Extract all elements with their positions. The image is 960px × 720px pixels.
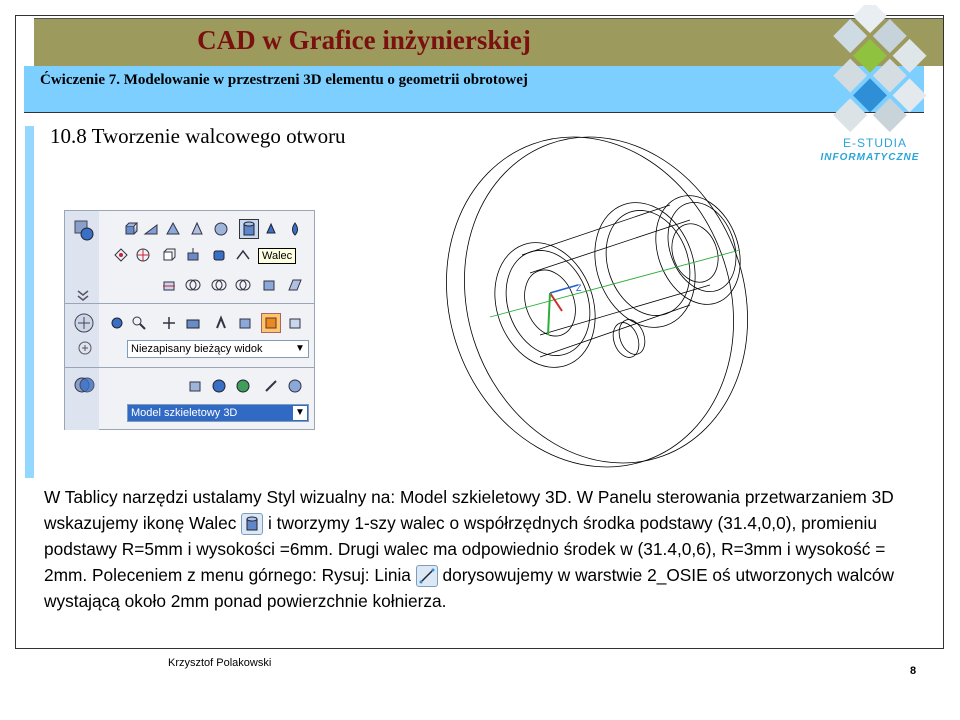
- instruction-part-3: dorysowujemy w warstwie 2_OSIE oś utworzonych walców wystającą około 2mm ponad powierzchnie kołnierza.: [44, 565, 894, 611]
- view-select-value: Niezapisany bieżący widok: [131, 343, 263, 355]
- 3d-make-panel-icon[interactable]: [73, 219, 95, 241]
- polysolid-icon[interactable]: [113, 247, 129, 263]
- flatshot-icon[interactable]: [287, 277, 303, 293]
- logo-text-top: E-STUDIA: [842, 136, 907, 150]
- page-number: 8: [910, 665, 917, 677]
- revolve-icon[interactable]: [135, 247, 151, 263]
- pan-icon[interactable]: [161, 315, 177, 331]
- edge-settings-icon[interactable]: [263, 378, 279, 394]
- instruction-part-2: i tworzymy 1-szy walec o współrzędnych środka podstawy (31.4,0,0), promieniu podstawy R=5mm i wysokości =6mm. Drugi walec ma odpowiednio środek w (31.4,0,6), R=3mm i wysokość = 2mm. Poleceniem z menu górnego: Rysuj: Linia: [44, 513, 886, 585]
- instruction-paragraph: [44, 484, 924, 614]
- view-select[interactable]: [127, 340, 309, 358]
- visual-style-select[interactable]: [127, 404, 309, 422]
- slice-icon[interactable]: [161, 277, 177, 293]
- wireframe-3d-model: [440, 125, 770, 480]
- footer-author: Krzysztof Polakowski: [168, 657, 272, 669]
- chevron-down-icon[interactable]: [75, 287, 91, 303]
- visual-styles-panel-icon[interactable]: [73, 374, 95, 396]
- line-inline-icon: [416, 565, 438, 587]
- realistic-style-icon[interactable]: [211, 378, 227, 394]
- wedge-icon[interactable]: [143, 221, 159, 237]
- box-icon[interactable]: [123, 221, 139, 237]
- orbit-icon[interactable]: [109, 315, 125, 331]
- fly-icon[interactable]: [237, 315, 253, 331]
- style-manager-icon[interactable]: [287, 378, 303, 394]
- union-icon[interactable]: [185, 277, 201, 293]
- section-heading: 10.8 Tworzenie walcowego otworu: [50, 124, 346, 148]
- walk-icon[interactable]: [213, 315, 229, 331]
- presspull-icon[interactable]: [185, 247, 201, 263]
- z-axis-label: Z: [576, 283, 582, 293]
- pyramid-icon[interactable]: [165, 221, 181, 237]
- cylinder-inline-icon: [241, 513, 263, 535]
- visual-style-select-value: Model szkieletowy 3D: [131, 407, 238, 419]
- instruction-part-1: W Tablicy narzędzi ustalamy Styl wizualny na: Model szkieletowy 3D. W Panelu sterowania przetwarzaniem 3D wskazujemy ikonę Walec: [44, 487, 894, 533]
- section-plane-icon[interactable]: [261, 277, 277, 293]
- torus-icon[interactable]: [263, 221, 279, 237]
- wireframe-style-icon[interactable]: [187, 378, 203, 394]
- sphere-icon[interactable]: [213, 221, 229, 237]
- slide-title: CAD w Grafice inżynierskiej: [197, 25, 531, 55]
- loft-icon[interactable]: [235, 247, 251, 263]
- subtract-icon[interactable]: [211, 277, 227, 293]
- camera-icon[interactable]: [185, 315, 201, 331]
- cone-icon[interactable]: [189, 221, 205, 237]
- e-studia-logo-icon: [795, 5, 945, 155]
- panel-separator: [65, 303, 314, 304]
- 3d-control-panel: [64, 210, 315, 430]
- sweep-icon[interactable]: [211, 247, 227, 263]
- conceptual-style-icon[interactable]: [235, 378, 251, 394]
- perspective-icon[interactable]: [261, 313, 281, 333]
- 3d-navigate-panel-icon[interactable]: [73, 312, 95, 334]
- zoom-icon[interactable]: [131, 315, 147, 331]
- chevron-down-icon[interactable]: ▼: [293, 406, 307, 420]
- side-accent-bar: [25, 126, 34, 478]
- logo-text-bottom: INFORMATYCZNE: [820, 152, 920, 163]
- chevron-down-icon[interactable]: ▼: [293, 342, 307, 356]
- cylinder-tooltip: Walec: [258, 248, 296, 264]
- cylinder-icon[interactable]: [239, 219, 259, 239]
- slide-subtitle: Ćwiczenie 7. Modelowanie w przestrzeni 3D elementu o geometrii obrotowej: [40, 72, 528, 88]
- views-icon[interactable]: [77, 340, 93, 356]
- intersect-icon[interactable]: [235, 277, 251, 293]
- drop-icon[interactable]: [287, 221, 303, 237]
- extrude-icon[interactable]: [161, 247, 177, 263]
- parallel-icon[interactable]: [287, 315, 303, 331]
- panel-separator: [65, 367, 314, 368]
